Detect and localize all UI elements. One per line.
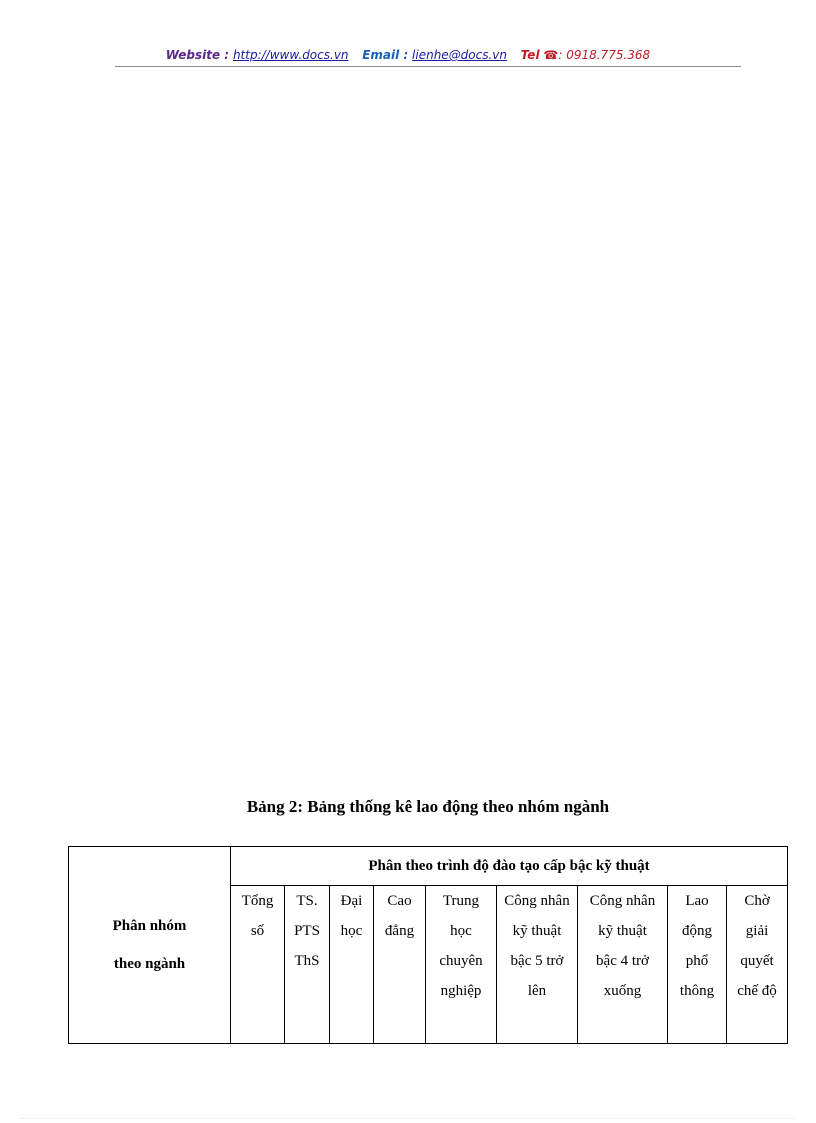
column-header: Trung học chuyên nghiệp: [426, 886, 497, 1044]
tel-label: Tel: [520, 48, 540, 62]
group-header-cell: Phân theo trình độ đào tạo cấp bậc kỹ thuật: [231, 847, 788, 886]
column-header: Công nhân kỹ thuật bậc 4 trở xuống: [578, 886, 668, 1044]
telephone-icon: ☎: [543, 48, 559, 62]
table-caption: Bảng 2: Bảng thống kê lao động theo nhóm ngành: [246, 797, 610, 816]
website-label: Website :: [165, 48, 230, 62]
email-label: Email :: [362, 48, 409, 62]
column-header: Lao động phổ thông: [668, 886, 727, 1044]
phone-number: : 0918.775.368: [558, 48, 651, 62]
column-header: Cao đẳng: [374, 886, 426, 1044]
page-header: [0, 48, 816, 62]
column-header: Công nhân kỹ thuật bậc 5 trở lên: [497, 886, 578, 1044]
labor-statistics-table: [68, 846, 788, 1044]
column-header: Đại học: [330, 886, 374, 1044]
email-link[interactable]: lienhe@docs.vn: [412, 48, 508, 62]
page-bottom-rule: [20, 1118, 796, 1119]
row-header-cell: [69, 847, 231, 1044]
column-header: Chờ giải quyết chế độ: [727, 886, 788, 1044]
column-header: TS. PTS ThS: [285, 886, 330, 1044]
header-divider: [115, 66, 741, 67]
column-header: Tổng số: [231, 886, 285, 1044]
row-header-text: Phân nhóm theo ngành: [112, 918, 187, 972]
website-link[interactable]: http://www.docs.vn: [232, 48, 349, 62]
